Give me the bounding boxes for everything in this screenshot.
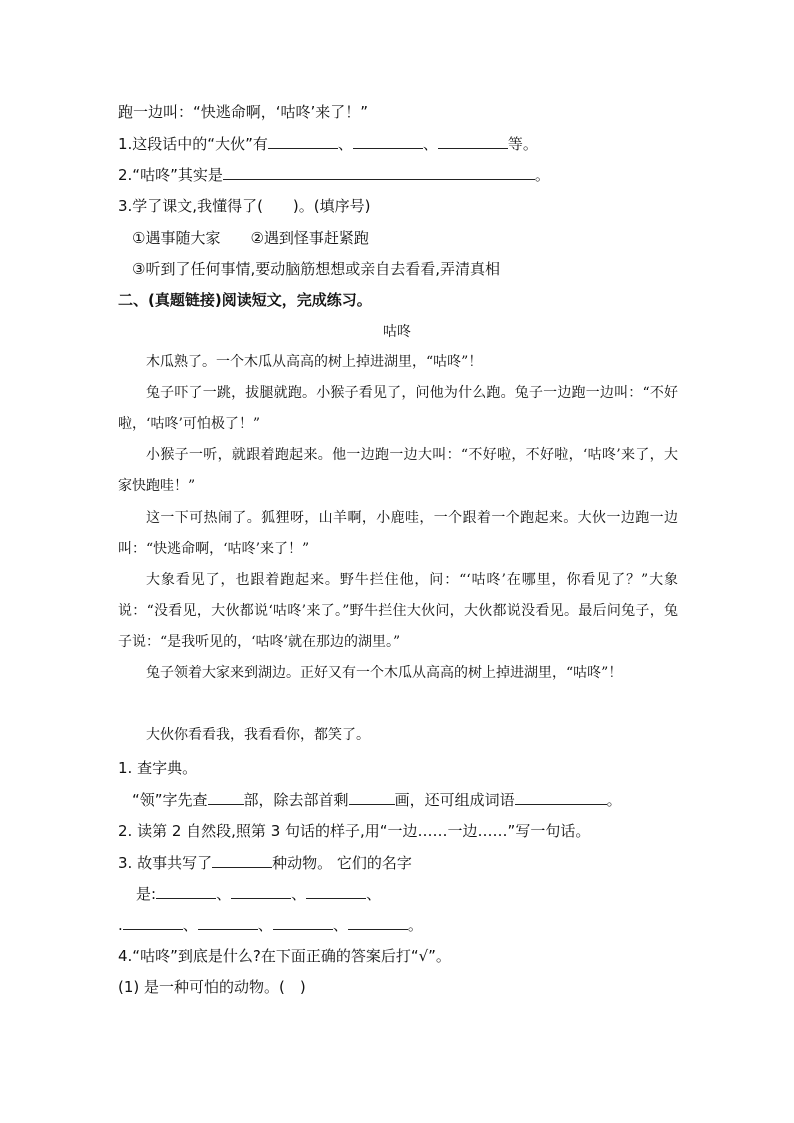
section-2-heading: 二、(真题链接)阅读短文，完成练习。 xyxy=(118,291,372,309)
animal-names-line-2: . 、 、 、 。 xyxy=(118,916,423,934)
story-paragraph: 兔子领着大家来到湖边。正好又有一个木瓜从高高的树上掉进湖里，“咕咚”！ xyxy=(146,665,623,681)
answer-blank[interactable] xyxy=(268,134,338,149)
animal-names-line-1: 是: 、 、 、 xyxy=(136,885,382,903)
answer-blank[interactable] xyxy=(306,884,366,899)
question-animal-count: 3. 故事共写了 种动物。 它们的名字 xyxy=(118,854,412,872)
answer-blank[interactable] xyxy=(353,134,423,149)
answer-blank[interactable] xyxy=(515,790,607,805)
answer-blank[interactable] xyxy=(273,915,333,930)
question-write-sentence: 2. 读第 2 自然段,照第 3 句话的样子,用“一边……一边……”写一句话。 xyxy=(118,822,591,840)
question-2-gudong: 2.“咕咚”其实是 。 xyxy=(118,166,550,184)
story-paragraph: 这一下可热闹了。狐狸呀，山羊啊，小鹿哇，一个跟着一个跑起来。大伙一边跑一边叫：“快逃命啊，‘咕咚’来了！” xyxy=(118,510,678,557)
carry-over-line: 跑一边叫：“快逃命啊，‘咕咚’来了！” xyxy=(118,103,369,121)
answer-blank[interactable] xyxy=(438,134,508,149)
answer-blank[interactable] xyxy=(123,915,183,930)
story-paragraph: 木瓜熟了。一个木瓜从高高的树上掉进湖里，“咕咚”！ xyxy=(146,354,483,370)
answer-blank[interactable] xyxy=(156,884,216,899)
answer-option-1[interactable]: (1) 是一种可怕的动物。( ) xyxy=(118,978,306,996)
dictionary-line: “领”字先查 部，除去部首剩 画，还可组成词语 。 xyxy=(132,791,622,809)
question-dictionary: 1. 查字典。 xyxy=(118,759,198,777)
story-paragraph: 大象看见了，也跟着跑起来。野牛拦住他，问：“‘咕咚’在哪里，你看见了？”大象说：“没看见，大伙都说‘咕咚’来了。”野牛拦住大伙问，大伙都说没看见。最后问兔子，兔子说：“是我听见的，‘咕咚’就在那边的湖里。” xyxy=(118,572,678,650)
answer-blank[interactable] xyxy=(212,853,272,868)
question-1-daihuo: 1.这段话中的“大伙”有 、 、 等。 xyxy=(118,135,538,153)
option-3: ③听到了任何事情,要动脑筋想想或亲自去看看,弄清真相 xyxy=(132,260,500,278)
story-title: 咕咚 xyxy=(383,324,411,340)
story-paragraph: 小猴子一听，就跟着跑起来。他一边跑一边大叫：“不好啦，不好啦，‘咕咚’来了，大家快跑哇！” xyxy=(118,447,678,494)
answer-blank[interactable] xyxy=(231,884,291,899)
answer-blank[interactable] xyxy=(208,790,244,805)
story-paragraph: 兔子吓了一跳，拔腿就跑。小猴子看见了，问他为什么跑。兔子一边跑一边叫：“不好啦，‘咕咚’可怕极了！” xyxy=(118,385,678,432)
answer-blank[interactable] xyxy=(349,790,395,805)
question-3-lesson: 3.学了课文,我懂得了( )。(填序号) xyxy=(118,197,371,215)
question-what-is-gudong: 4.“咕咚”到底是什么?在下面正确的答案后打“√”。 xyxy=(118,947,451,965)
option-1-2: ①遇事随大家 ②遇到怪事赶紧跑 xyxy=(132,229,369,247)
answer-blank[interactable] xyxy=(223,165,535,180)
story-paragraph: 大伙你看看我，我看看你，都笑了。 xyxy=(146,727,370,743)
answer-blank[interactable] xyxy=(198,915,258,930)
answer-blank[interactable] xyxy=(348,915,408,930)
